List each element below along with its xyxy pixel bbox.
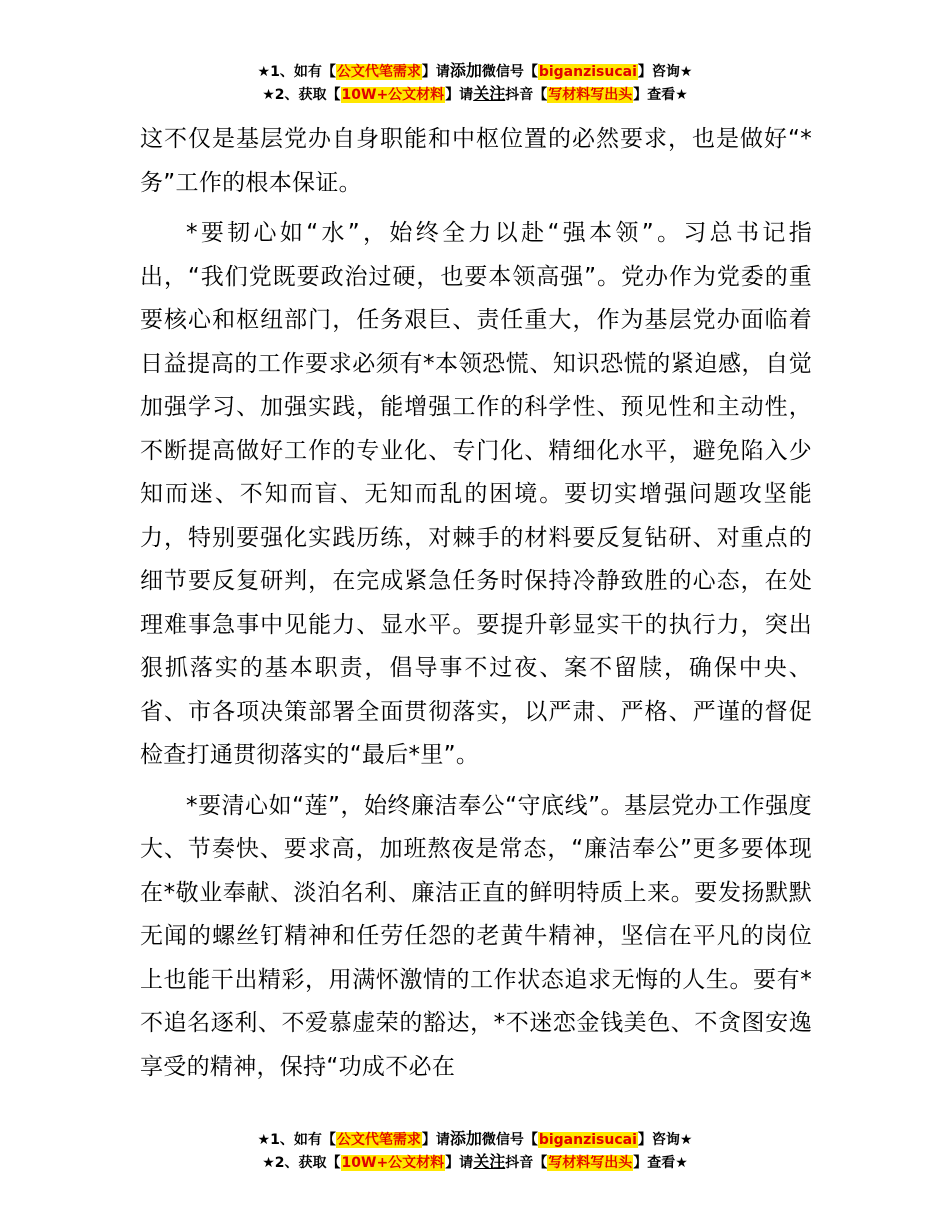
footer-banner [0,1128,950,1174]
banner-text: 】咨询★ [637,64,693,80]
banner-text: 抖音【 [505,87,548,103]
highlight-materials: 10W+公文材料 [341,87,445,103]
header-banner [0,60,950,106]
highlight-douyin-account: 写材料写出头 [548,87,633,103]
paragraph-integrity: *要清心如“莲”，始终廉洁奉公“守底线”。基层党办工作强度大、节奏快、要求高，加班熬夜是常态，“廉洁奉公”更多要体现在*敬业奉献、淡泊名利、廉洁正直的鲜明特质上来。要发扬默默无闻的螺丝钉精神和任劳任怨的老黄牛精神，坚信在平凡的岗位上也能干出精彩，用满怀激情的工作状态追求无悔的人生。要有*不追名逐利、不爱慕虚荣的豁达，*不迷恋金钱美色、不贪图安逸享受的精神，保持“功成不必在 [140,792,812,1080]
banner-text: 】咨询★ [637,1132,693,1148]
banner-text: 】请 [421,1132,450,1148]
paragraph-skills: *要韧心如“水”，始终全力以赴“强本领”。习总书记指出，“我们党既要政治过硬，也要本领高强”。党办作为党委的重要核心和枢纽部门，任务艰巨、责任重大，作为基层党办面临着日益提高的工作要求必须有*本领恐慌、知识恐慌的紧迫感，自觉加强学习、加强实践，能增强工作的科学性、预见性和主动性，不断提高做好工作的专业化、专门化、精细化水平，避免陷入少知而迷、不知而盲、无知而乱的困境。要切实增强问题攻坚能力，特别要强化实践历练，对棘手的材料要反复钻研、对重点的细节要反复研判，在完成紧急任务时保持冷静致胜的心态，在处理难事急事中见能力、显水平。要提升彰显实干的执行力，突出狠抓落实的基本职责，倡导事不过夜、案不留牍，确保中央、省、市各项决策部署全面贯彻落实，以严肃、严格、严谨的督促检查打通贯彻落实的“最后*里”。 [140,220,812,768]
banner-line-1 [0,60,950,83]
highlight-materials: 10W+公文材料 [341,1155,445,1171]
banner-line-2 [0,1151,950,1174]
banner-emphasis: 添加 [449,61,482,80]
banner-text: 】请 [445,1155,474,1171]
document-body [140,118,812,1096]
paragraph-continuation: 这不仅是基层党办自身职能和中枢位置的必然要求，也是做好“*务”工作的根本保证。 [140,126,812,196]
banner-text: 】请 [445,87,474,103]
banner-text: ★2、获取【 [262,1155,341,1171]
highlight-service: 公文代笔需求 [336,1132,421,1148]
banner-text: 】查看★ [633,1155,688,1171]
banner-text: 微信号【 [481,1132,538,1148]
banner-text: ★2、获取【 [262,87,341,103]
highlight-wechat-id: biganzisucai [538,1132,637,1148]
banner-line-2 [0,83,950,106]
banner-text: ★1、如有【 [257,64,336,80]
banner-text: 】请 [421,64,450,80]
banner-line-1 [0,1128,950,1151]
highlight-service: 公文代笔需求 [336,64,421,80]
banner-text: ★1、如有【 [257,1132,336,1148]
banner-text: 】查看★ [633,87,688,103]
highlight-douyin-account: 写材料写出头 [548,1155,633,1171]
banner-emphasis: 关注 [473,84,506,103]
banner-text: 微信号【 [481,64,538,80]
banner-emphasis: 关注 [473,1152,506,1171]
banner-text: 抖音【 [505,1155,548,1171]
highlight-wechat-id: biganzisucai [538,64,637,80]
banner-emphasis: 添加 [449,1129,482,1148]
